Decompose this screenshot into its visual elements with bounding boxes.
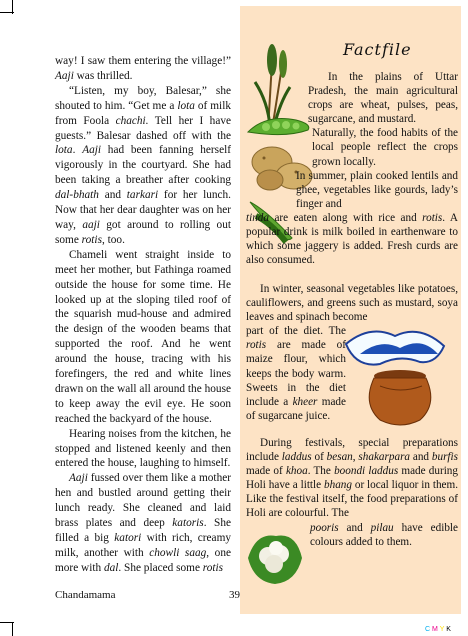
story-column <box>55 54 231 576</box>
cmyk-marks: C M Y K <box>425 626 451 633</box>
story-paragraph: way! I saw them entering the village!” Aaji was thrilled. <box>55 55 231 82</box>
story-paragraph: Hearing noises from the kitchen, he stopped and listened keenly and then entered the house, laughing to himself. <box>55 427 231 470</box>
page-number: 39 <box>229 589 240 601</box>
crop-mark <box>12 622 13 636</box>
story-paragraph: Chameli went straight inside to meet her mother, but Fathinga roamed outside the house for some time. He looked up at the sloping tiled roof of the squarish mud-house and admired the design of the wooden beams that supported the roof. And he went around the house, tracing with his forefingers, the red and white lines drawn on the wall all around the house to keep away the evil eye. He soon reached the backyard of the house. <box>55 248 231 425</box>
factfile-title: Factfile <box>343 40 412 59</box>
footer-magazine-name: Chandamama <box>55 589 116 601</box>
story-paragraph: “Listen, my boy, Balesar,” she shouted to him. “Get me a lota of milk from Foola chachi. Tell her I have guests.” Balesar dashed off with the lota. Aaji had been fanning herself vigorously in the courtyard. She had been taking a breather after cooking dal-bhath and tarkari for her lunch. Now that her dear daughter was on her way, aaji got around to rolling out some rotis, too. <box>55 84 231 246</box>
factfile-paragraph: In winter, seasonal vegetables like potatoes, cauliflowers, and greens such as mustard, soya leaves and spinach become part of the diet. The rotis are made of maize flour, which keeps the body warm. Sweets in the diet include a kheer made of sugarcane juice. <box>246 283 458 422</box>
crop-mark <box>12 0 13 14</box>
story-paragraph: Aaji fussed over them like a mother hen and bustled around getting their lunch ready. She cleaned and laid brass plates and deep katoris. She filled a big katori with rich, creamy milk, another with chowli saag, one more with dal. She placed some rotis <box>55 472 232 574</box>
factfile-paragraph: During festivals, special preparations include laddus of besan, shakarpara and burfis made of khoa. The boondi laddus made during Holi have a little bhang or local liquor in them. Like the festival itself, the food preparations of Holi are colourful. The pooris and pilau have edible colours added to them. <box>246 437 459 548</box>
factfile-paragraph: In the plains of Uttar Pradesh, the main agricultural crops are wheat, pulses, peas, sugarcane, and mustard. Naturally, the food habits of the local people reflect the crops grown locally. In summer, plain cooked lentils and ghee, vegetables like gourds, lady’s finger and tinda are eaten along with rice and rotis. A popular drink is milk boiled in earthenware to which some jaggery is added. Fresh curds are also consumed. <box>246 71 459 267</box>
